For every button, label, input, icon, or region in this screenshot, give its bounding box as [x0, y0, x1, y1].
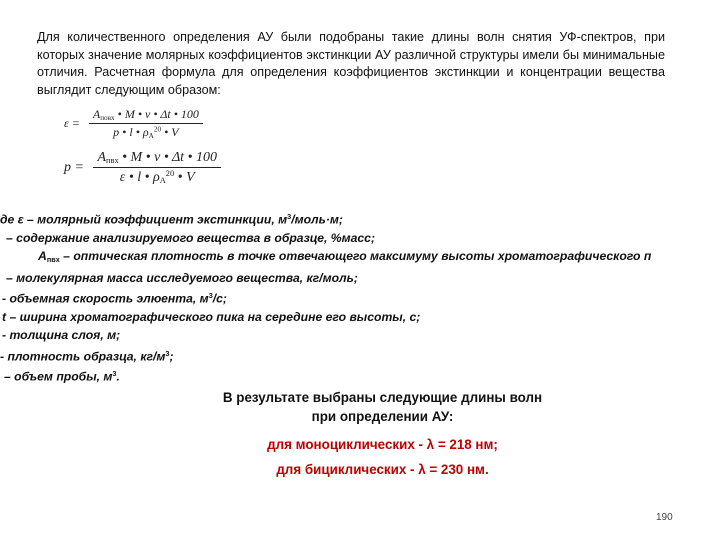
definition-text: . [116, 369, 120, 384]
formula-numerator-rest: • M • ν • Δt • 100 [114, 107, 199, 121]
definition-peak-width: t – ширина хроматографического пика на середине его высоты, с; [2, 310, 421, 325]
definition-text: – оптическая плотность в точке отвечающего максимуму высоты хроматографического п [59, 248, 652, 263]
definition-density [0, 345, 720, 366]
formula-fraction [93, 150, 221, 186]
formula-denominator-start: p • l • ρ [113, 125, 149, 139]
definitions-list [0, 208, 720, 386]
formula-denominator [89, 124, 203, 140]
formula-lhs [64, 160, 84, 176]
definition-layer-thickness: - толщина слоя, м; [2, 328, 121, 343]
definition-text: де ε – молярный коэффициент экстинкции, м [0, 212, 288, 227]
formula-a-subscript: пвх [106, 156, 119, 166]
formula-denominator-end: • V [161, 125, 179, 139]
formula-denominator-end: • V [174, 170, 195, 186]
definition-text: ; [169, 349, 174, 364]
formula-numerator [93, 150, 221, 168]
intro-paragraph: Для количественного определения АУ были подобраны такие длины волн снятия УФ-спектров, при которых значение молярных коэффициентов экстинкции АУ различной структуры имели бы минимальные отличия. Расчетная формула для определения коэффициентов экстинкции и концентрации вещества выглядит следующим образом: [37, 30, 665, 97]
definition-superscript: 3 [165, 348, 170, 358]
definition-superscript: 3 [112, 369, 117, 379]
definition-text: /с; [212, 291, 227, 306]
definition-epsilon [0, 208, 720, 229]
formula-numerator [89, 107, 203, 124]
formula-rho-superscript: 20 [165, 169, 175, 178]
result-monocyclic: для моноциклических - λ = 218 нм; [267, 437, 498, 452]
result-bicyclic: для бициклических - λ = 230 нм. [276, 461, 489, 477]
formula-rho-subscript: A [148, 131, 154, 140]
definition-text: /моль·м; [291, 212, 343, 227]
result-block [220, 389, 545, 479]
definition-sample-volume [0, 365, 720, 386]
formula-a-symbol: A [97, 150, 107, 165]
definition-superscript: 3 [287, 212, 292, 221]
formula-numerator-rest: • M • ν • Δt • 100 [118, 150, 217, 165]
formula-a-subscript: повх [100, 113, 115, 122]
formula-lhs-symbol: ε [64, 116, 69, 130]
definition-text: - объемная скорость элюента, м [2, 291, 209, 306]
result-heading: В результате выбраны следующие длины волн при определении АУ: [222, 390, 543, 424]
definition-molar-mass: – молекулярная масса исследуемого вещества, кг/моль; [6, 271, 358, 286]
formula-lhs [64, 116, 80, 131]
definition-optical-density [0, 247, 720, 269]
formula-a-symbol: A [92, 107, 101, 121]
formula-fraction [89, 107, 203, 140]
definition-subscript: пвх [46, 254, 60, 264]
definition-text: – объем пробы, м [4, 369, 113, 384]
page-number: 190 [656, 512, 673, 523]
formula-rho-superscript: 20 [153, 125, 162, 134]
definition-text: A [38, 248, 47, 263]
formula-equals: = [71, 116, 80, 130]
concentration-formula [64, 150, 221, 186]
formula-equals: = [74, 160, 84, 176]
formula-rho-subscript: A [159, 176, 166, 186]
formula-lhs-symbol: p [64, 160, 71, 176]
definition-flow-rate [0, 287, 720, 308]
formula-denominator [93, 168, 221, 186]
definition-superscript: 3 [208, 291, 213, 301]
formula-denominator-start: ε • l • ρ [119, 170, 160, 186]
definition-text: - плотность образца, кг/м [0, 349, 166, 364]
definition-content: – содержание анализируемого вещества в образце, %масс; [6, 230, 376, 245]
extinction-coefficient-formula [64, 107, 203, 140]
